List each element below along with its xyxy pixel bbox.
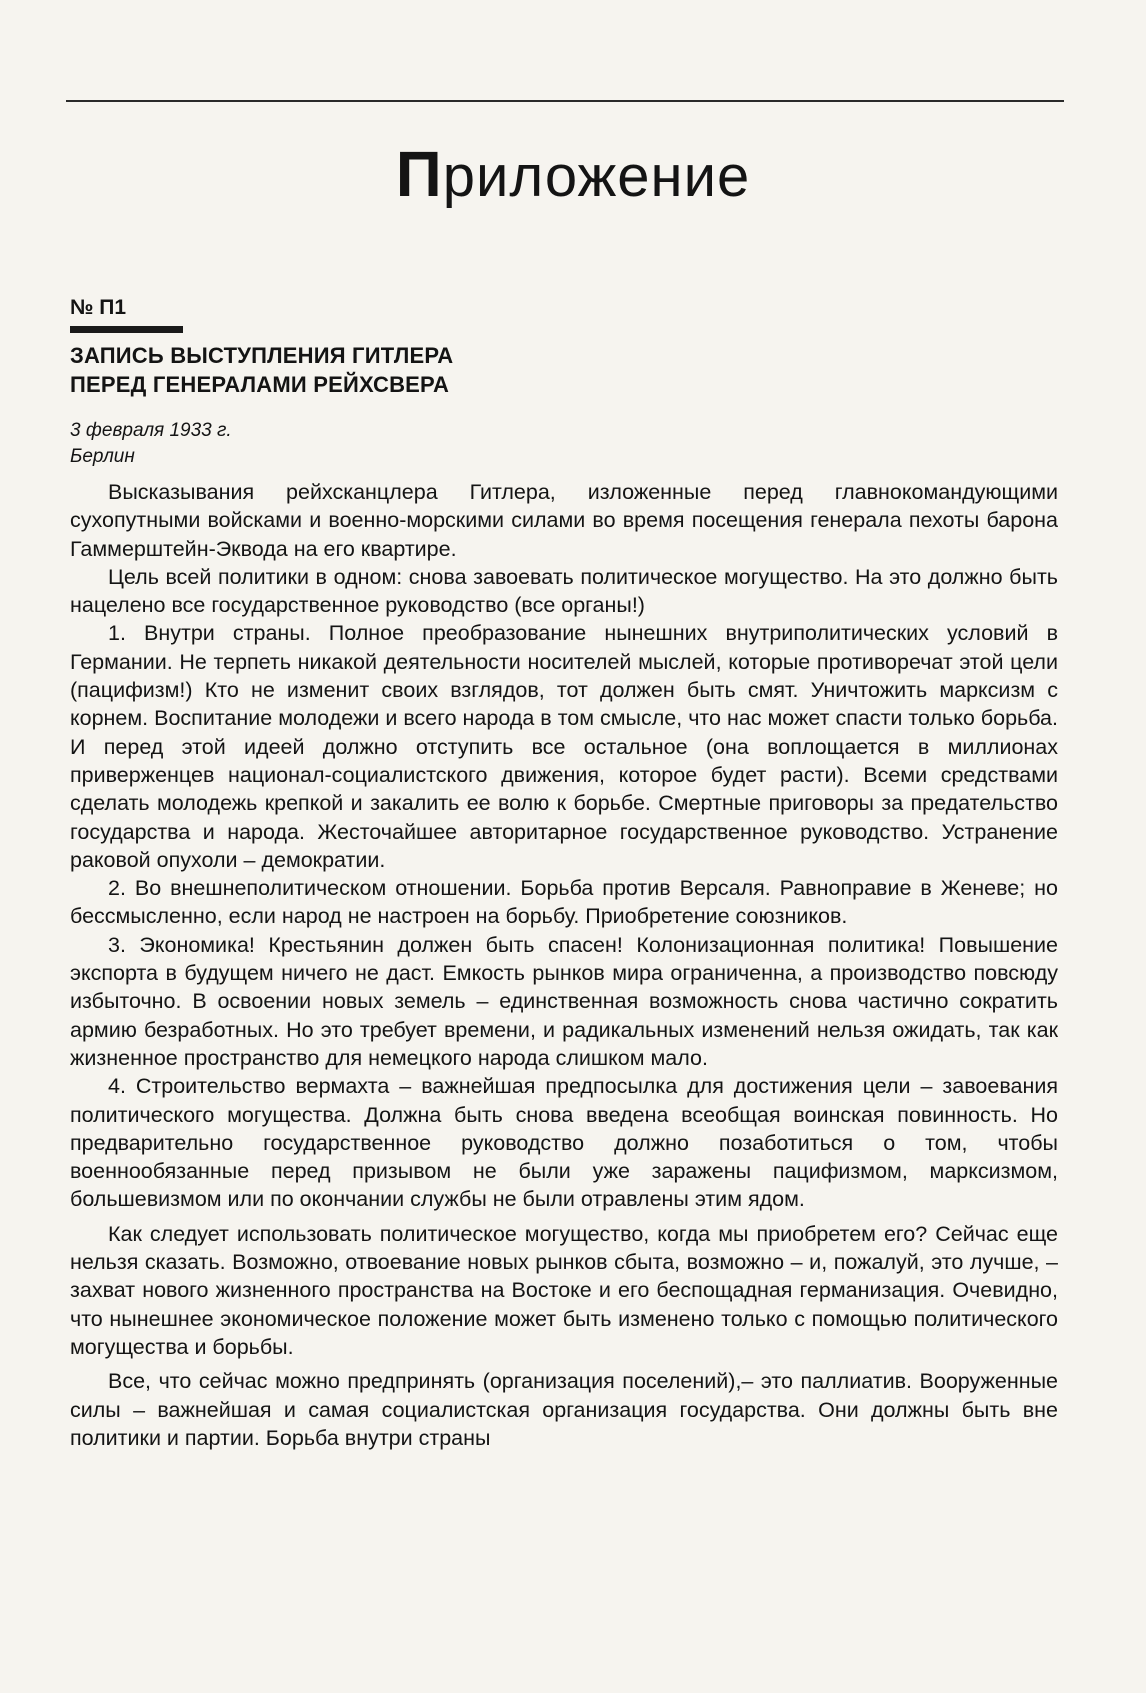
document-number-bar <box>70 326 183 333</box>
document-heading-line-2: ПЕРЕД ГЕНЕРАЛАМИ РЕЙХСВЕРА <box>70 372 450 397</box>
page-title-initial: П <box>395 138 443 210</box>
body-paragraph: 2. Во внешнеполитическом отношении. Борьба против Версаля. Равноправие в Женеве; но бессмысленно, если народ не настроен на борьбу. Приобретение союзников. <box>70 876 1058 929</box>
page-title-rest: риложение <box>442 144 751 209</box>
body-paragraph: 3. Экономика! Крестьянин должен быть спасен! Колонизационная политика! Повышение экспорта в будущем ничего не даст. Емкость рынков мира ограниченна, а производство повсюду избыточно. В освоении новых земель – единственная возможность снова частично сократить армию безработных. Но это требует времени, и радикальных изменений нельзя ожидать, так как жизненное пространство для немецкого народа слишком мало. <box>70 932 1058 1070</box>
page-title <box>0 138 1146 210</box>
top-rule <box>66 100 1064 102</box>
document-heading-line-1: ЗАПИСЬ ВЫСТУПЛЕНИЯ ГИТЛЕРА <box>70 343 454 368</box>
body-paragraph: 1. Внутри страны. Полное преобразование нынешних внутриполитических условий в Германии. Не терпеть никакой деятельности носителей мыслей, которые противоречат этой цели (пацифизм!) Кто не изменит своих взглядов, тот должен быть смят. Уничтожить марксизм с корнем. Воспитание молодежи и всего народа в том смысле, что нас может спасти только борьба. И перед этой идеей должно отступить все остальное (она воплощается в миллионах приверженцев национал-социалистского движения, которое будет расти). Всеми средствами сделать молодежь крепкой и закалить ее волю к борьбе. Смертные приговоры за предательство государства и народа. Жесточайшее авторитарное государственное руководство. Устранение раковой опухоли – демократии. <box>70 621 1058 872</box>
document-number: № П1 <box>70 296 127 319</box>
body-paragraph: Высказывания рейхсканцлера Гитлера, изложенные перед главнокомандующими сухопутными войсками и военно-морскими силами во время посещения генерала пехоты барона Гаммерштейн-Экводa на его квартире. <box>70 480 1058 561</box>
document-date: 3 февраля 1933 г. <box>70 420 232 441</box>
document-heading <box>70 341 770 399</box>
body-paragraph: Цель всей политики в одном: снова завоевать политическое могущество. На это должно быть нацелено все государственное руководство (все органы!) <box>70 564 1058 618</box>
body-paragraph: 4. Строительство вермахта – важнейшая предпосылка для достижения цели – завоевания политического могущества. Должна быть снова введена всеобщая воинская повинность. Но предварительно государственное руководство должно позаботиться о том, чтобы военнообязанные перед призывом не были уже заражены пацифизмом, марксизмом, большевизмом или по окончании службы не были отравлены этим ядом. <box>70 1074 1058 1212</box>
document-meta <box>70 418 232 470</box>
body-paragraph: Как следует использовать политическое могущество, когда мы приобретем его? Сейчас еще нельзя сказать. Возможно, отвоевание новых рынков сбыта, возможно – и, пожалуй, это лучше, – захват нового жизненного пространства на Востоке и его беспощадная германизация. Очевидно, что нынешнее экономическое положение может быть изменено только с помощью политического могущества и борьбы. <box>70 1221 1058 1359</box>
body-paragraph: Все, что сейчас можно предпринять (организация поселений),– это паллиатив. Вооруженные силы – важнейшая и самая социалистская организация государства. Они должны быть вне политики и партии. Борьба внутри страны <box>70 1369 1058 1450</box>
body-text <box>70 478 1058 1452</box>
document-place: Берлин <box>70 446 135 467</box>
